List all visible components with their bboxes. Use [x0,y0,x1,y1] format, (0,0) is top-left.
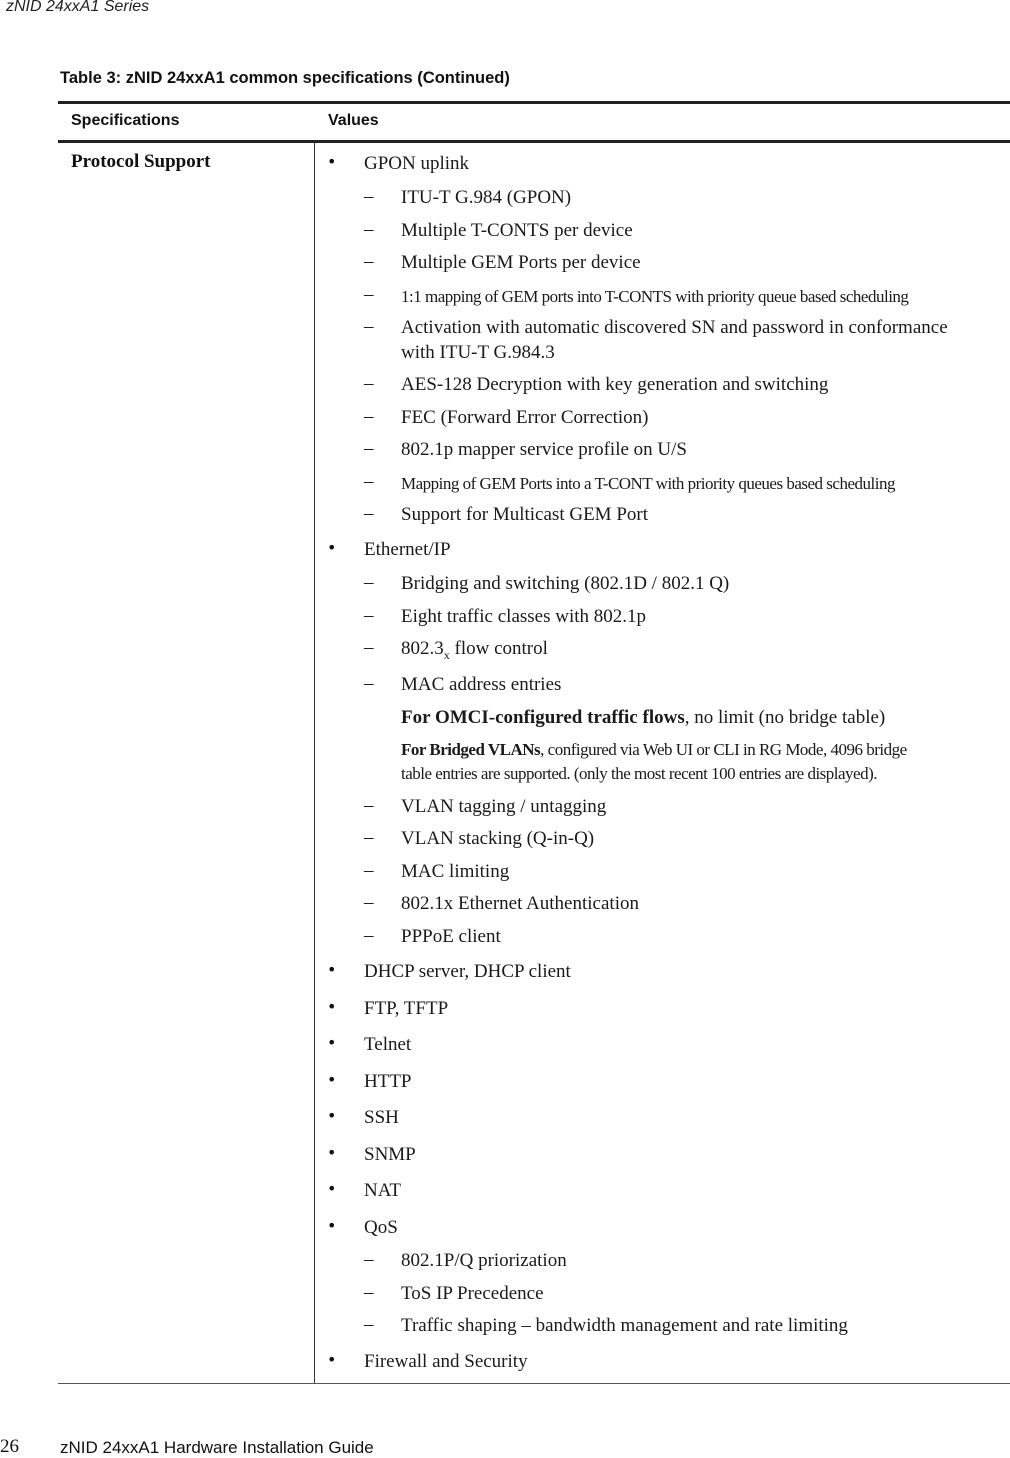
dash-marker: – [364,795,374,816]
list-item: ITU-T G.984 (GPON) [401,187,572,208]
bullet-snmp: SNMP [364,1144,416,1165]
spec-name-protocol-support: Protocol Support [71,151,211,172]
list-item: MAC address entries [401,674,562,695]
note-omci-label: For OMCI-configured traffic flows [401,707,685,728]
note-bridged-text: , configured via Web UI or CLI in RG Mode, 4096 bridge [540,740,907,759]
table-caption: Table 3: zNID 24xxA1 common specifications (Continued) [60,69,510,87]
dash-marker: – [364,284,374,305]
list-item: Support for Multicast GEM Port [401,504,648,525]
page-number: 26 [0,1436,19,1457]
footer-guide-title: zNID 24xxA1 Hardware Installation Guide [60,1438,374,1457]
column-header-values: Values [328,112,379,129]
dash-marker: – [364,572,374,593]
dash-marker: – [364,827,374,848]
table-top-rule [58,101,1010,104]
dash-marker: – [364,892,374,913]
bullet-marker: • [327,1070,337,1089]
table-header-rule [58,140,1010,143]
list-item: AES-128 Decryption with key generation and switching [401,374,829,395]
note-omci-text: , no limit (no bridge table) [684,707,886,728]
list-item: Activation with automatic discovered SN and password in conformance [401,317,948,338]
list-item: MAC limiting [401,861,510,882]
dash-marker: – [364,406,374,427]
running-header: zNID 24xxA1 Series [6,0,150,15]
bullet-nat: NAT [364,1180,401,1201]
bullet-marker: • [327,997,337,1016]
dash-marker: – [364,1282,374,1303]
note-omci [401,706,885,730]
list-item-continuation: with ITU-T G.984.3 [401,342,555,363]
list-item: FEC (Forward Error Correction) [401,407,649,428]
column-divider [314,143,315,1384]
list-item: Traffic shaping – bandwidth management and rate limiting [401,1315,848,1336]
bullet-marker: • [327,152,337,171]
dash-marker: – [364,219,374,240]
dash-marker: – [364,860,374,881]
bullet-gpon-uplink: GPON uplink [364,153,470,174]
bullet-ethernet-ip: Ethernet/IP [364,539,451,560]
list-item: Multiple T-CONTS per device [401,220,633,241]
bullet-marker: • [327,960,337,979]
bullet-marker: • [327,1033,337,1052]
bullet-marker: • [327,1143,337,1162]
dash-marker: – [364,925,374,946]
dash-marker: – [364,605,374,626]
bullet-qos: QoS [364,1217,398,1238]
list-item: Bridging and switching (802.1D / 802.1 Q) [401,573,730,594]
list-item: VLAN tagging / untagging [401,796,607,817]
dash-marker: – [364,503,374,524]
dash-marker: – [364,471,374,492]
flow-control-base: 802.3 [401,638,444,659]
flow-control-rest: flow control [449,638,548,659]
dash-marker: – [364,1314,374,1335]
note-bridged-label: For Bridged VLANs [401,740,541,759]
list-item: 802.1P/Q priorization [401,1250,567,1271]
bullet-ssh: SSH [364,1107,399,1128]
bullet-telnet: Telnet [364,1034,412,1055]
list-item: 1:1 mapping of GEM ports into T-CONTS with priority queue based scheduling [401,287,909,306]
dash-marker: – [364,251,374,272]
note-bridged-continuation: table entries are supported. (only the most recent 100 entries are displayed). [401,764,878,783]
bullet-dhcp: DHCP server, DHCP client [364,961,571,982]
note-bridged [401,738,907,762]
list-item: 802.1x Ethernet Authentication [401,893,639,914]
dash-marker: – [364,373,374,394]
bullet-firewall: Firewall and Security [364,1351,528,1372]
list-item: VLAN stacking (Q-in-Q) [401,828,595,849]
dash-marker: – [364,438,374,459]
table-bottom-rule [58,1383,1010,1384]
flow-control-subscript: x [443,647,450,662]
dash-marker: – [364,673,374,694]
bullet-marker: • [327,538,337,557]
bullet-marker: • [327,1350,337,1369]
list-item: Mapping of GEM Ports into a T-CONT with priority queues based scheduling [401,474,895,493]
list-item: PPPoE client [401,926,501,947]
bullet-ftp: FTP, TFTP [364,998,449,1019]
bullet-marker: • [327,1106,337,1125]
bullet-marker: • [327,1216,337,1235]
bullet-marker: • [327,1179,337,1198]
list-item: ToS IP Precedence [401,1283,544,1304]
list-item: Multiple GEM Ports per device [401,252,641,273]
list-item-flow-control [401,637,548,667]
dash-marker: – [364,1249,374,1270]
dash-marker: – [364,637,374,658]
bullet-http: HTTP [364,1071,412,1092]
list-item: Eight traffic classes with 802.1p [401,606,647,627]
list-item: 802.1p mapper service profile on U/S [401,439,687,460]
dash-marker: – [364,186,374,207]
dash-marker: – [364,316,374,337]
column-header-specifications: Specifications [71,112,180,129]
